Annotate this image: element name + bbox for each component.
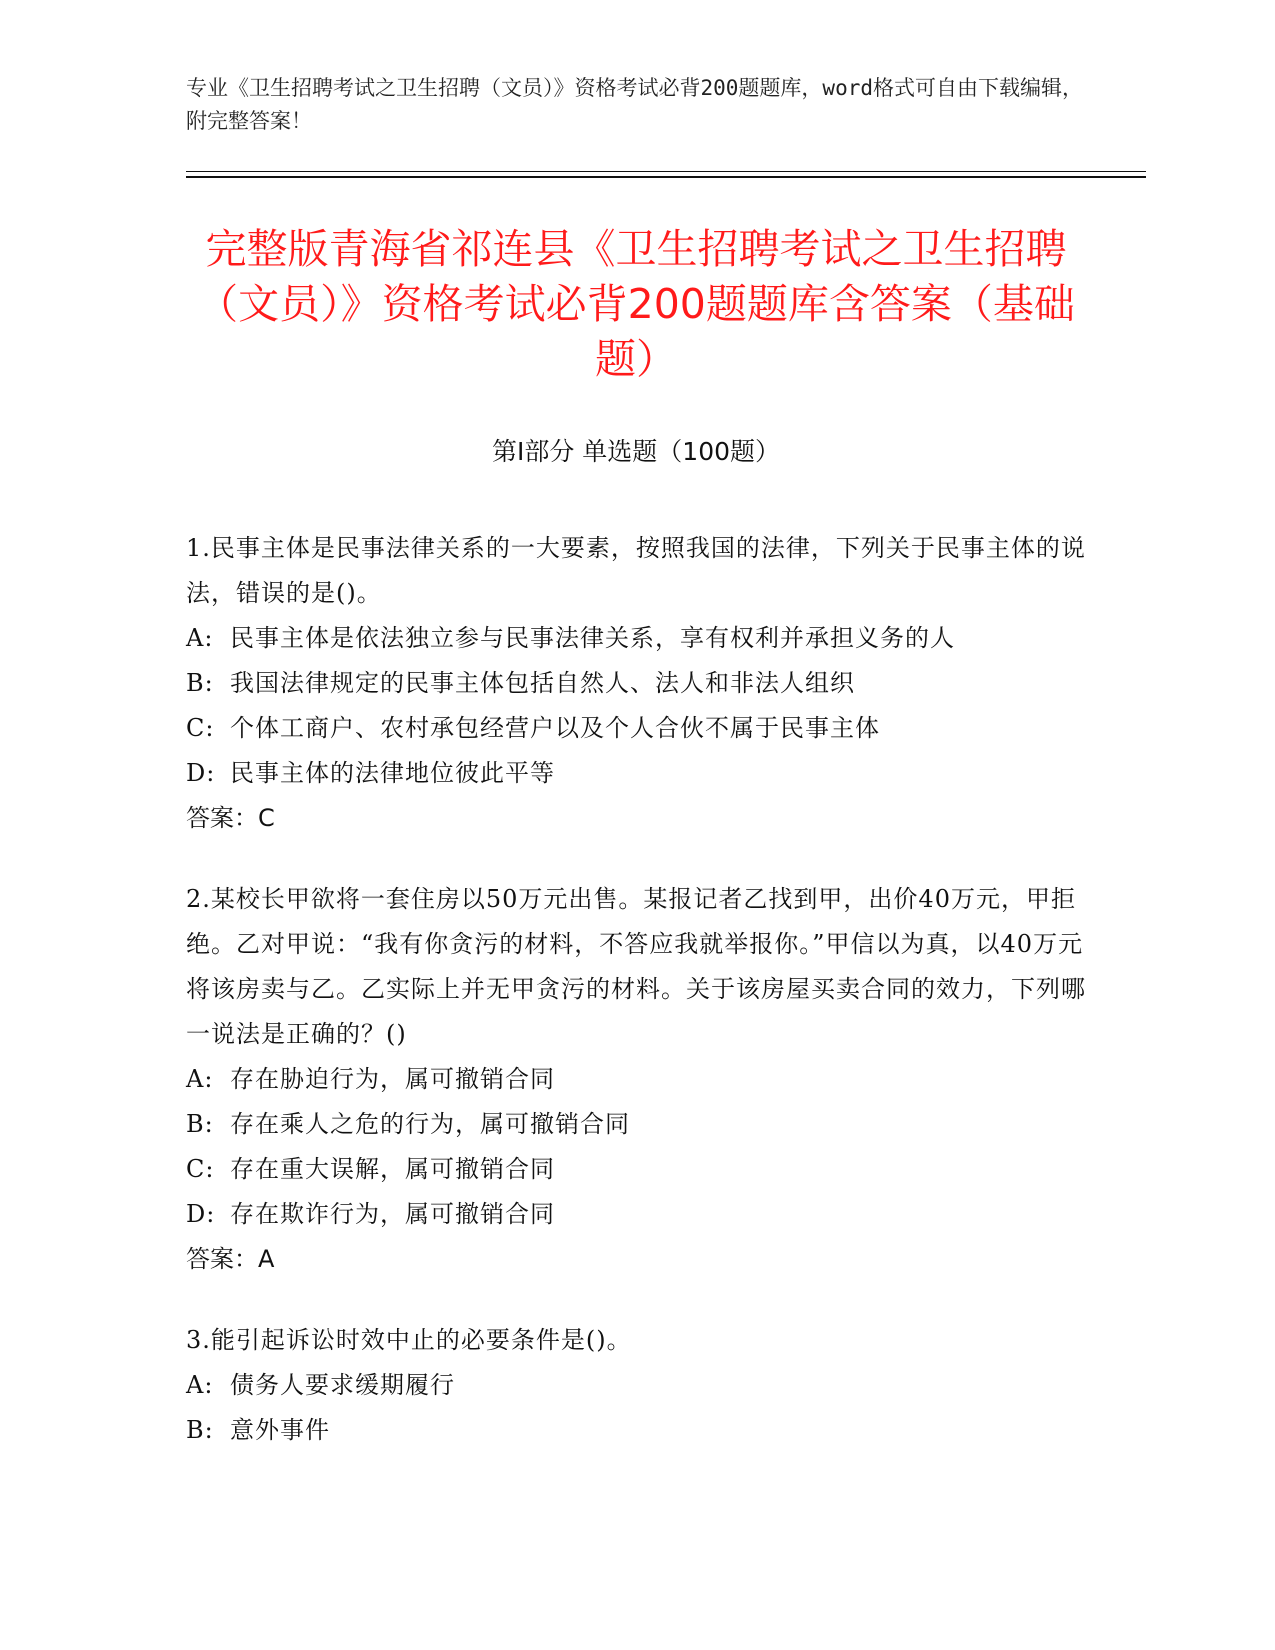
question-1: [186, 526, 1086, 841]
option-key: D:: [186, 1200, 216, 1228]
option-b: [186, 661, 1086, 706]
question-2: [186, 877, 1086, 1282]
question-list: [186, 526, 1086, 1489]
option-text: 民事主体是依法独立参与民事法律关系，享有权利并承担义务的人: [230, 624, 955, 652]
section-title: 第Ⅰ部分 单选题（100题）: [491, 437, 781, 466]
option-b: [186, 1408, 1086, 1453]
option-key: B:: [186, 1416, 214, 1444]
option-text: 民事主体的法律地位彼此平等: [230, 759, 555, 787]
option-c: [186, 706, 1086, 751]
question-text: 3.能引起诉讼时效中止的必要条件是()。: [186, 1326, 632, 1354]
option-text: 存在胁迫行为，属可撤销合同: [230, 1065, 555, 1093]
option-key: D:: [186, 759, 216, 787]
answer-value: A: [258, 1245, 275, 1273]
option-text: 意外事件: [230, 1416, 330, 1444]
option-text: 我国法律规定的民事主体包括自然人、法人和非法人组织: [230, 669, 855, 697]
option-text: 存在欺诈行为，属可撤销合同: [230, 1200, 555, 1228]
option-b: [186, 1102, 1086, 1147]
option-c: [186, 1147, 1086, 1192]
option-a: [186, 616, 1086, 661]
option-key: A:: [186, 1065, 214, 1093]
option-d: [186, 751, 1086, 796]
option-d: [186, 1192, 1086, 1237]
option-key: C:: [186, 1155, 215, 1183]
answer-line: [186, 796, 1086, 841]
header-note: 专业《卫生招聘考试之卫生招聘（文员）》资格考试必背200题题库，word格式可自由下载编辑，附完整答案！: [186, 76, 1083, 133]
answer-value: C: [258, 804, 275, 832]
option-key: B:: [186, 669, 214, 697]
option-text: 个体工商户、农村承包经营户以及个人合伙不属于民事主体: [230, 714, 880, 742]
option-text: 存在重大误解，属可撤销合同: [230, 1155, 555, 1183]
question-text: 1.民事主体是民事法律关系的一大要素，按照我国的法律，下列关于民事主体的说法，错误的是()。: [186, 534, 1086, 607]
option-text: 债务人要求缓期履行: [230, 1371, 455, 1399]
option-key: A:: [186, 1371, 214, 1399]
option-text: 存在乘人之危的行为，属可撤销合同: [230, 1110, 630, 1138]
option-a: [186, 1363, 1086, 1408]
question-3: [186, 1318, 1086, 1453]
answer-label: 答案：: [186, 1245, 258, 1273]
option-a: [186, 1057, 1086, 1102]
option-key: C:: [186, 714, 215, 742]
answer-line: [186, 1237, 1086, 1282]
answer-label: 答案：: [186, 804, 258, 832]
option-key: A:: [186, 624, 214, 652]
header-divider-thin: [186, 171, 1146, 172]
option-key: B:: [186, 1110, 214, 1138]
document-title: 完整版青海省祁连县《卫生招聘考试之卫生招聘（文员）》资格考试必背200题题库含答案（基础题）: [197, 225, 1075, 383]
header-divider-thick: [186, 176, 1146, 178]
question-text: 2.某校长甲欲将一套住房以50万元出售。某报记者乙找到甲，出价40万元，甲拒绝。乙对甲说：“我有你贪污的材料，不答应我就举报你。”甲信以为真，以40万元将该房卖与乙。乙实际上并无甲贪污的材料。关于该房屋买卖合同的效力，下列哪一说法是正确的？(): [186, 885, 1086, 1048]
